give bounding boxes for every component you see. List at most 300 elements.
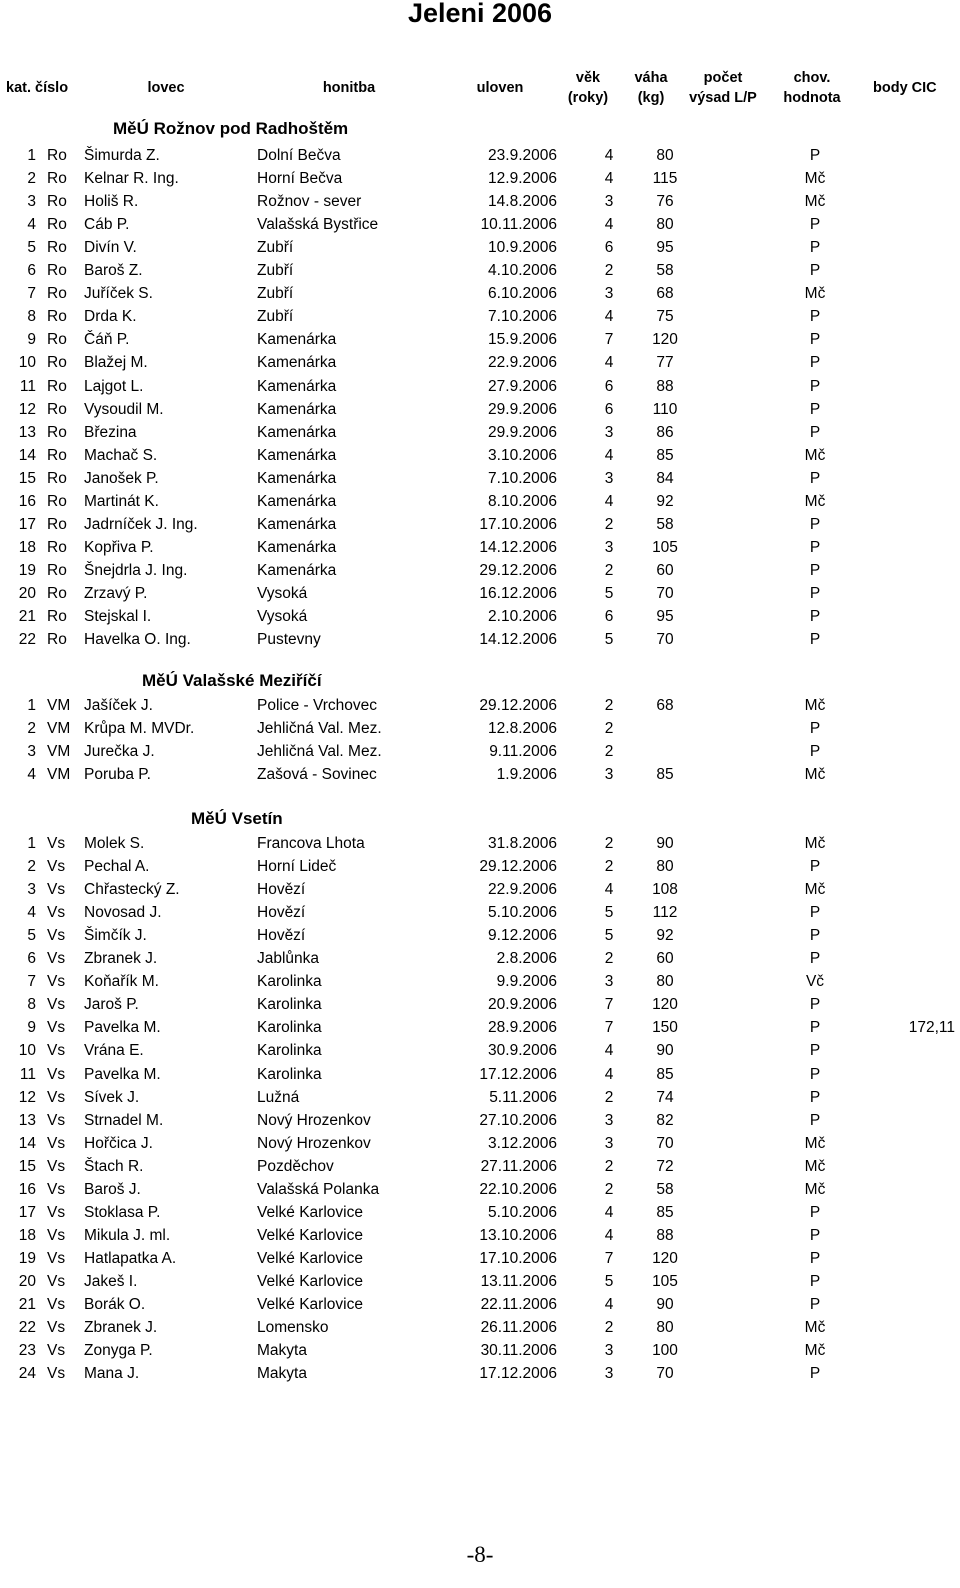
- row-number: 7: [27, 285, 36, 303]
- breeding-value: P: [809, 308, 821, 326]
- table-row: [0, 947, 960, 970]
- age-years: 7: [604, 996, 614, 1014]
- weight-kg: 88: [656, 1226, 674, 1244]
- row-number: 1: [27, 147, 36, 164]
- hunter-name: Holiš R.: [84, 193, 139, 211]
- hunter-name: Vysoudil M.: [84, 400, 164, 418]
- hunter-name: Pavelka M.: [84, 1065, 161, 1083]
- table-row: [0, 190, 960, 213]
- catch-date: 16.12.2006: [479, 584, 557, 602]
- district-code: Ro: [47, 354, 67, 372]
- table-row: [0, 421, 960, 444]
- table-row: [0, 832, 960, 855]
- district-code: Vs: [47, 858, 66, 876]
- table-row: [0, 1109, 960, 1132]
- row-number: 3: [27, 743, 36, 761]
- hunter-name: Jurečka J.: [84, 743, 155, 761]
- hunting-ground: Nový Hrozenkov: [257, 1134, 371, 1152]
- age-years: 4: [604, 492, 614, 510]
- age-years: 2: [604, 1157, 614, 1175]
- table-row: [0, 1293, 960, 1316]
- hunting-ground: Kamenárka: [257, 400, 337, 418]
- catch-date: 17.10.2006: [479, 1249, 557, 1267]
- row-number: 8: [27, 996, 36, 1014]
- hunter-name: Strnadel M.: [84, 1111, 164, 1129]
- district-code: Vs: [47, 973, 66, 991]
- breeding-value: P: [809, 147, 821, 164]
- district-code: Vs: [47, 996, 66, 1014]
- district-code: Vs: [47, 1342, 66, 1360]
- weight-kg: 150: [652, 1019, 678, 1037]
- row-number: 19: [18, 561, 36, 579]
- row-number: 24: [18, 1365, 36, 1383]
- row-number: 5: [27, 239, 36, 257]
- row-number: 10: [18, 1042, 36, 1060]
- header-vek: [568, 68, 608, 108]
- section-title: MěÚ Vsetín: [191, 809, 283, 828]
- breeding-value: P: [809, 904, 821, 922]
- header-honitba: honitba: [322, 80, 376, 96]
- header-chov-hodnota: [783, 68, 840, 108]
- weight-kg: 72: [656, 1157, 674, 1175]
- header-pocet-line1: počet: [703, 70, 743, 86]
- catch-date: 22.11.2006: [480, 1296, 557, 1313]
- district-code: Vs: [47, 881, 66, 899]
- catch-date: 22.10.2006: [479, 1180, 557, 1198]
- hunter-name: Sívek J.: [84, 1088, 140, 1106]
- district-code: Ro: [47, 515, 67, 533]
- hunter-name: Koňařík M.: [84, 973, 159, 991]
- district-code: Ro: [47, 216, 67, 234]
- table-row: [0, 1201, 960, 1224]
- district-code: Ro: [47, 469, 67, 487]
- hunting-ground: Kamenárka: [257, 561, 337, 579]
- breeding-value: P: [809, 631, 821, 649]
- district-code: Vs: [47, 950, 66, 968]
- hunting-ground: Dolní Bečva: [257, 147, 341, 164]
- hunting-ground: Kamenárka: [257, 538, 337, 556]
- header-uloven: uloven: [476, 80, 524, 96]
- breeding-value: Mč: [804, 285, 826, 303]
- breeding-value: P: [809, 950, 821, 968]
- hunting-ground: Pustevny: [257, 631, 321, 649]
- age-years: 4: [604, 170, 614, 188]
- age-years: 5: [604, 584, 614, 602]
- row-number: 17: [18, 515, 36, 533]
- catch-date: 22.9.2006: [488, 881, 557, 899]
- hunting-ground: Zubří: [257, 285, 294, 303]
- weight-kg: 80: [656, 1319, 674, 1337]
- row-number: 4: [27, 904, 36, 922]
- age-years: 2: [604, 515, 614, 533]
- row-number: 11: [19, 377, 36, 395]
- catch-date: 29.12.2006: [479, 858, 557, 876]
- breeding-value: Mč: [804, 1157, 826, 1175]
- weight-kg: 112: [652, 904, 678, 922]
- weight-kg: 92: [656, 927, 674, 945]
- hunter-name: Chřastecký Z.: [84, 881, 180, 899]
- district-code: Ro: [47, 331, 67, 349]
- catch-date: 31.8.2006: [488, 835, 557, 852]
- hunter-name: Pavelka M.: [84, 1019, 161, 1037]
- age-years: 5: [604, 1272, 614, 1290]
- weight-kg: 58: [656, 1180, 674, 1198]
- row-number: 12: [18, 1088, 36, 1106]
- age-years: 2: [604, 743, 614, 761]
- weight-kg: 70: [656, 1365, 674, 1383]
- hunter-name: Čáň P.: [84, 331, 130, 349]
- hunting-ground: Francova Lhota: [257, 835, 365, 852]
- hunting-ground: Hovězí: [257, 881, 306, 899]
- catch-date: 22.9.2006: [488, 354, 557, 372]
- row-number: 1: [27, 835, 36, 852]
- hunter-name: Juříček S.: [84, 285, 153, 303]
- weight-kg: 90: [656, 1296, 674, 1313]
- catch-date: 7.10.2006: [488, 308, 557, 326]
- catch-date: 23.9.2006: [488, 147, 557, 164]
- breeding-value: P: [809, 262, 821, 280]
- hunting-ground: Jablůnka: [257, 950, 320, 968]
- row-number: 14: [18, 446, 36, 464]
- catch-date: 27.11.2006: [480, 1157, 557, 1175]
- catch-date: 9.12.2006: [488, 927, 557, 945]
- breeding-value: P: [809, 1111, 821, 1129]
- weight-kg: 75: [656, 308, 674, 326]
- hunter-name: Kopřiva P.: [84, 538, 154, 556]
- hunting-ground: Horní Lideč: [257, 858, 337, 876]
- header-kat-cislo: kat. číslo: [6, 80, 69, 96]
- row-number: 1: [27, 697, 36, 714]
- hunting-ground: Velké Karlovice: [257, 1203, 363, 1221]
- hunting-ground: Kamenárka: [257, 515, 337, 533]
- catch-date: 9.11.2006: [489, 743, 557, 761]
- table-row: [0, 1039, 960, 1062]
- hunter-name: Mikula J. ml.: [84, 1226, 171, 1244]
- table-row: [0, 605, 960, 628]
- hunting-ground: Makyta: [257, 1342, 307, 1360]
- district-code: Vs: [47, 1088, 66, 1106]
- breeding-value: Mč: [804, 492, 826, 510]
- row-number: 2: [27, 858, 36, 876]
- hunting-ground: Zubří: [257, 239, 294, 257]
- weight-kg: 88: [656, 377, 674, 395]
- catch-date: 26.11.2006: [480, 1319, 557, 1337]
- hunter-name: Šimčík J.: [84, 927, 147, 945]
- catch-date: 3.12.2006: [488, 1134, 557, 1152]
- hunter-name: Zbranek J.: [84, 1319, 158, 1337]
- table-row: [0, 1316, 960, 1339]
- catch-date: 6.10.2006: [488, 285, 557, 303]
- hunting-ground: Kamenárka: [257, 492, 337, 510]
- hunter-name: Molek S.: [84, 835, 145, 852]
- table-row: [0, 559, 960, 582]
- weight-kg: 100: [652, 1342, 678, 1360]
- table-row: [0, 694, 960, 717]
- table-row: [0, 1016, 960, 1039]
- row-number: 12: [18, 400, 36, 418]
- age-years: 3: [604, 1365, 614, 1383]
- catch-date: 28.9.2006: [488, 1019, 557, 1037]
- weight-kg: 120: [652, 1249, 678, 1267]
- breeding-value: Mč: [804, 193, 826, 211]
- weight-kg: 86: [656, 423, 674, 441]
- catch-date: 29.9.2006: [488, 423, 557, 441]
- section-title: MěÚ Valašské Meziříčí: [142, 671, 322, 690]
- age-years: 2: [604, 262, 614, 280]
- breeding-value: Mč: [804, 1180, 826, 1198]
- age-years: 4: [604, 1296, 614, 1313]
- weight-kg: 70: [656, 1134, 674, 1152]
- weight-kg: 70: [656, 631, 674, 649]
- breeding-value: P: [809, 1249, 821, 1267]
- age-years: 3: [604, 423, 614, 441]
- catch-date: 27.9.2006: [488, 377, 557, 395]
- breeding-value: P: [809, 1088, 821, 1106]
- catch-date: 17.12.2006: [479, 1065, 557, 1083]
- catch-date: 12.8.2006: [488, 720, 557, 738]
- row-number: 9: [27, 1019, 36, 1037]
- header-pocet: [689, 68, 757, 108]
- district-code: Vs: [47, 1319, 66, 1337]
- district-code: Ro: [47, 193, 67, 211]
- table-row: [0, 1063, 960, 1086]
- age-years: 3: [604, 973, 614, 991]
- hunting-ground: Velké Karlovice: [257, 1249, 363, 1267]
- age-years: 2: [604, 950, 614, 968]
- district-code: Ro: [47, 262, 67, 280]
- table-row: [0, 717, 960, 740]
- table-row: [0, 1270, 960, 1293]
- weight-kg: 80: [656, 973, 674, 991]
- hunting-ground: Kamenárka: [257, 423, 337, 441]
- breeding-value: P: [809, 239, 821, 257]
- row-number: 23: [18, 1342, 36, 1360]
- hunter-name: Borák O.: [84, 1296, 146, 1313]
- catch-date: 27.10.2006: [479, 1111, 557, 1129]
- hunter-name: Janošek P.: [84, 469, 159, 487]
- header-vaha-line1: váha: [634, 70, 668, 86]
- table-row: [0, 236, 960, 259]
- catch-date: 15.9.2006: [488, 331, 557, 349]
- breeding-value: Mč: [804, 766, 826, 784]
- weight-kg: 85: [656, 1065, 674, 1083]
- hunting-ground: Lomensko: [257, 1319, 329, 1337]
- hunter-name: Pechal A.: [84, 858, 150, 876]
- weight-kg: 80: [656, 147, 674, 164]
- table-row: [0, 763, 960, 786]
- hunter-name: Drda K.: [84, 308, 137, 326]
- hunter-name: Havelka O. Ing.: [84, 631, 191, 649]
- catch-date: 14.8.2006: [488, 193, 557, 211]
- hunter-name: Jakeš I.: [84, 1272, 138, 1290]
- age-years: 3: [604, 285, 614, 303]
- age-years: 3: [604, 766, 614, 784]
- row-number: 18: [18, 1226, 36, 1244]
- catch-date: 12.9.2006: [488, 170, 557, 188]
- row-number: 15: [18, 1157, 36, 1175]
- catch-date: 9.9.2006: [496, 973, 557, 991]
- table-row: [0, 628, 960, 651]
- hunter-name: Blažej M.: [84, 354, 148, 372]
- weight-kg: 85: [656, 766, 674, 784]
- hunter-name: Stejskal I.: [84, 608, 152, 625]
- weight-kg: 60: [656, 561, 674, 579]
- breeding-value: P: [809, 469, 821, 487]
- weight-kg: 85: [656, 446, 674, 464]
- row-number: 20: [18, 584, 36, 602]
- weight-kg: 105: [652, 538, 678, 556]
- table-row: [0, 282, 960, 305]
- row-number: 21: [18, 608, 36, 625]
- row-number: 15: [18, 469, 36, 487]
- age-years: 4: [604, 147, 614, 164]
- table-row: [0, 1178, 960, 1201]
- row-number: 9: [27, 331, 36, 349]
- hunting-ground: Valašská Polanka: [257, 1180, 380, 1198]
- breeding-value: P: [809, 1019, 821, 1037]
- district-code: Ro: [47, 538, 67, 556]
- breeding-value: Mč: [804, 1319, 826, 1337]
- hunter-name: Štach R.: [84, 1157, 144, 1175]
- age-years: 2: [604, 858, 614, 876]
- row-number: 20: [18, 1272, 36, 1290]
- table-row: [0, 1339, 960, 1362]
- district-code: Ro: [47, 377, 67, 395]
- table-row: [0, 375, 960, 398]
- catch-date: 1.9.2006: [496, 766, 557, 784]
- weight-kg: 58: [656, 262, 674, 280]
- weight-kg: 60: [656, 950, 674, 968]
- catch-date: 29.12.2006: [479, 697, 557, 714]
- row-number: 6: [27, 950, 36, 968]
- row-number: 19: [18, 1249, 36, 1267]
- age-years: 2: [604, 697, 614, 714]
- hunting-ground: Vysoká: [257, 608, 308, 625]
- district-code: Vs: [47, 1157, 66, 1175]
- district-code: Vs: [47, 1042, 66, 1060]
- breeding-value: P: [809, 1203, 821, 1221]
- hunting-ground: Jehličná Val. Mez.: [257, 743, 382, 761]
- table-row: [0, 993, 960, 1016]
- hunting-ground: Kamenárka: [257, 377, 337, 395]
- age-years: 5: [604, 631, 614, 649]
- hunting-ground: Kamenárka: [257, 331, 337, 349]
- catch-date: 8.10.2006: [488, 492, 557, 510]
- hunter-name: Cáb P.: [84, 216, 130, 234]
- catch-date: 3.10.2006: [488, 446, 557, 464]
- hunting-ground: Hovězí: [257, 927, 306, 945]
- weight-kg: 68: [656, 285, 674, 303]
- weight-kg: 120: [652, 996, 678, 1014]
- district-code: Ro: [47, 423, 67, 441]
- district-code: Vs: [47, 1226, 66, 1244]
- hunting-ground: Karolinka: [257, 1065, 322, 1083]
- weight-kg: 80: [656, 858, 674, 876]
- breeding-value: P: [809, 515, 821, 533]
- age-years: 7: [604, 331, 614, 349]
- district-code: Vs: [47, 835, 66, 852]
- district-code: VM: [47, 720, 71, 738]
- hunter-name: Martinát K.: [84, 492, 159, 510]
- district-code: Ro: [47, 492, 67, 510]
- district-code: Ro: [47, 308, 67, 326]
- hunting-ground: Karolinka: [257, 973, 322, 991]
- header-vaha: [634, 68, 667, 108]
- table-row: [0, 144, 960, 167]
- weight-kg: 80: [656, 216, 674, 234]
- hunting-ground: Pozděchov: [257, 1157, 334, 1175]
- header-chov-line2: hodnota: [783, 90, 841, 106]
- district-code: Vs: [47, 1111, 66, 1129]
- table-row: [0, 1132, 960, 1155]
- hunter-name: Jadrníček J. Ing.: [84, 515, 198, 533]
- weight-kg: 120: [652, 331, 678, 349]
- district-code: Vs: [47, 904, 66, 922]
- age-years: 4: [604, 881, 614, 899]
- table-row: [0, 1086, 960, 1109]
- catch-date: 30.9.2006: [488, 1042, 557, 1060]
- age-years: 6: [604, 608, 614, 625]
- age-years: 2: [604, 1319, 614, 1337]
- district-code: Vs: [47, 1134, 66, 1152]
- age-years: 4: [604, 1203, 614, 1221]
- header-pocet-line2: výsad L/P: [689, 90, 757, 106]
- row-number: 22: [18, 1319, 36, 1337]
- breeding-value: Mč: [804, 170, 826, 188]
- breeding-value: P: [809, 743, 821, 761]
- hunting-ground: Vysoká: [257, 584, 308, 602]
- row-number: 6: [27, 262, 36, 280]
- age-years: 2: [604, 720, 614, 738]
- row-number: 16: [18, 492, 36, 510]
- catch-date: 14.12.2006: [479, 631, 557, 649]
- catch-date: 10.9.2006: [488, 239, 557, 257]
- hunting-ground: Karolinka: [257, 1042, 322, 1060]
- weight-kg: 85: [656, 1203, 674, 1221]
- district-code: Vs: [47, 1180, 66, 1198]
- age-years: 3: [604, 538, 614, 556]
- breeding-value: P: [809, 858, 821, 876]
- catch-date: 13.10.2006: [479, 1226, 557, 1244]
- breeding-value: P: [809, 608, 821, 625]
- hunter-name: Zrzavý P.: [84, 584, 148, 602]
- catch-date: 14.12.2006: [479, 538, 557, 556]
- breeding-value: P: [809, 996, 821, 1014]
- row-number: 14: [18, 1134, 36, 1152]
- hunter-name: Lajgot L.: [84, 377, 144, 395]
- hunter-name: Březina: [84, 423, 137, 441]
- catch-date: 5.10.2006: [488, 1203, 557, 1221]
- table-row: [0, 740, 960, 763]
- hunter-name: Jaroš P.: [84, 996, 139, 1014]
- catch-date: 2.8.2006: [496, 950, 557, 968]
- hunter-name: Šimurda Z.: [84, 147, 160, 164]
- weight-kg: 108: [652, 881, 678, 899]
- breeding-value: P: [809, 1272, 821, 1290]
- breeding-value: P: [809, 927, 821, 945]
- table-row: [0, 513, 960, 536]
- weight-kg: 90: [656, 1042, 674, 1060]
- age-years: 3: [604, 469, 614, 487]
- age-years: 7: [604, 1019, 614, 1037]
- breeding-value: P: [809, 1065, 821, 1083]
- catch-date: 7.10.2006: [488, 469, 557, 487]
- hunting-ground: Rožnov - sever: [257, 193, 362, 211]
- hunter-name: Hatlapatka A.: [84, 1249, 177, 1267]
- hunting-ground: Kamenárka: [257, 469, 337, 487]
- breeding-value: Mč: [804, 446, 826, 464]
- catch-date: 2.10.2006: [488, 608, 557, 625]
